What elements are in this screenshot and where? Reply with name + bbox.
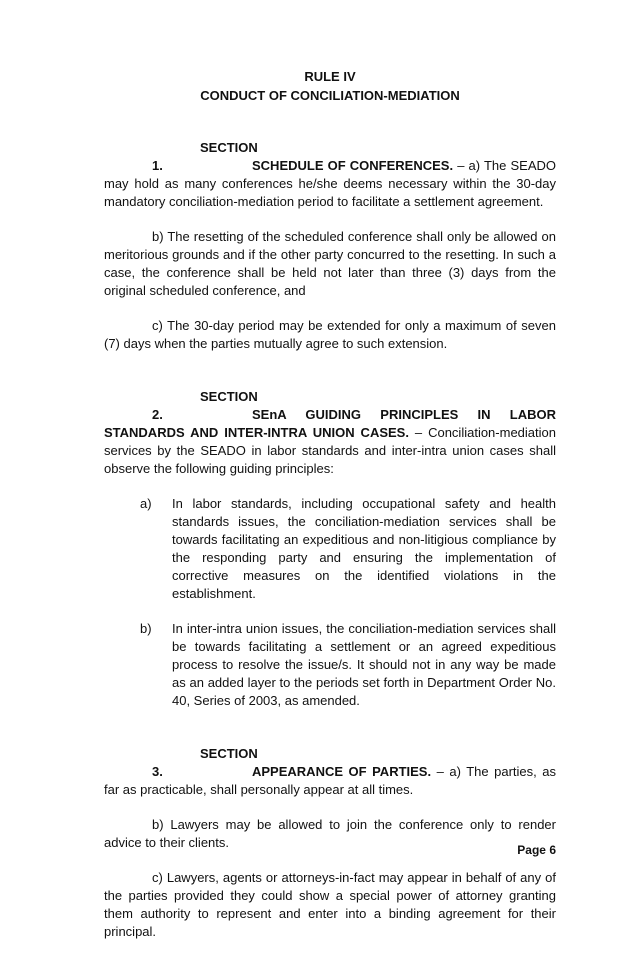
item-b-text: In inter-intra union issues, the conciliation-mediation services shall be towards facilitating a settlement or an agreed expeditious process to resolve the issue/s. It should not in any way be made as an added layer to the periods set forth in Department Order No. 40, Series of 2003, as amended. — [172, 621, 556, 708]
section-3-paragraph-a — [104, 745, 556, 799]
document-page — [0, 68, 638, 965]
section-2-title: SEnA GUIDING PRINCIPLES IN LABOR STANDARDS AND INTER-INTRA UNION CASES. — [104, 407, 556, 440]
section-1-paragraph-a — [104, 139, 556, 211]
section-3-title: APPEARANCE OF PARTIES. — [252, 764, 432, 779]
rule-heading: RULE IV — [304, 69, 356, 84]
section-3-paragraph-b: b) Lawyers may be allowed to join the conference only to render advice to their clients. — [104, 817, 556, 850]
rule-title: CONDUCT OF CONCILIATION-MEDIATION — [200, 88, 460, 103]
page-number: Page 6 — [517, 843, 556, 857]
section-3-label: SECTION 3. — [152, 746, 258, 779]
section-1-paragraph-c: c) The 30-day period may be extended for only a maximum of seven (7) days when the parties mutually agree to such extension. — [104, 318, 556, 351]
section-1-text-a: – a) The SEADO may hold as many conferences he/she deems necessary within the 30-day mandatory conciliation-mediation period to facilitate a settlement agreement. — [104, 158, 556, 209]
section-2-intro: – Conciliation-mediation services by the SEADO in labor standards and inter-intra union cases shall observe the following guiding principles: — [104, 425, 556, 476]
section-2-item-b — [140, 620, 556, 710]
section-1-title: SCHEDULE OF CONFERENCES. — [252, 158, 454, 173]
section-2-paragraph — [104, 388, 556, 478]
section-2-item-a — [140, 495, 556, 603]
section-3-paragraph-c: c) Lawyers, agents or attorneys-in-fact may appear in behalf of any of the parties provided they could show a special power of attorney granting them authority to represent and enter into a binding agreement for their principal. — [104, 870, 556, 939]
section-1-label: SECTION 1. — [152, 140, 258, 173]
item-a-marker: a) — [140, 496, 152, 511]
section-1-paragraph-b: b) The resetting of the scheduled conference shall only be allowed on meritorious grounds and if the other party concurred to the resetting. In such a case, the conference shall be held not later than three (3) days from the original scheduled conference, and — [104, 229, 556, 298]
item-a-text: In labor standards, including occupational safety and health standards issues, the conciliation-mediation services shall be towards facilitating an expeditious and non-litigious compliance by the responding party and ensuring the implementation of corrective measures on the identified violations in the establishment. — [172, 496, 556, 601]
section-2-label: SECTION 2. — [152, 389, 258, 422]
section-3-text-a: – a) The parties, as far as practicable, shall personally appear at all times. — [104, 764, 556, 797]
item-b-marker: b) — [140, 621, 152, 636]
